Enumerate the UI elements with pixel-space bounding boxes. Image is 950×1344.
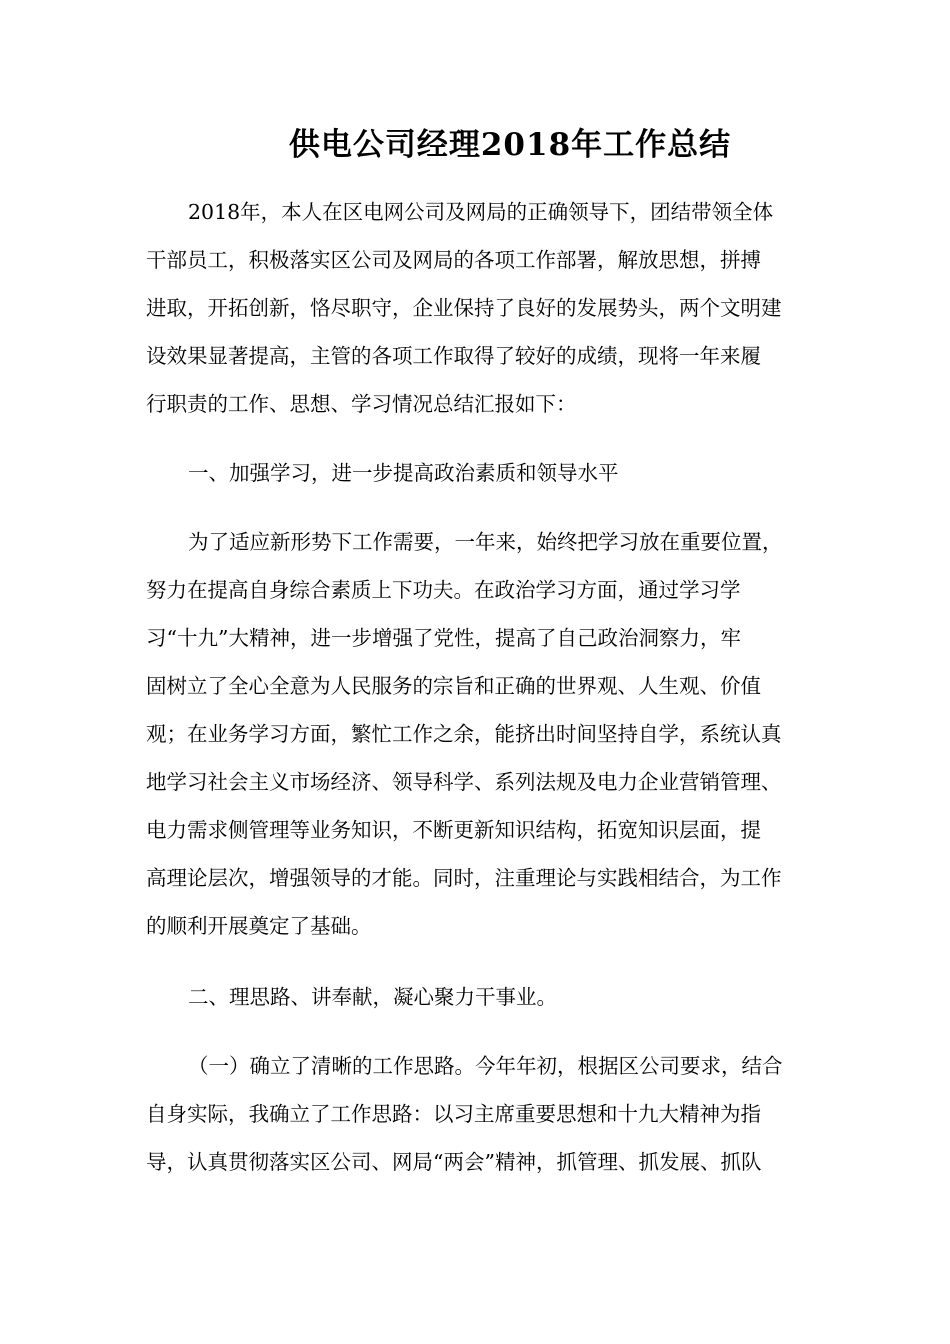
section1-line: 电力需求侧管理等业务知识，不断更新知识结构，拓宽知识层面，提: [146, 818, 761, 842]
section1-line: 地学习社会主义市场经济、领导科学、系列法规及电力企业营销管理、: [146, 770, 782, 794]
intro-line: 2018年，本人在区电网公司及网局的正确领导下，团结带领全体: [188, 200, 774, 224]
section-heading-2: 二、理思路、讲奉献，凝心聚力干事业。: [188, 985, 557, 1009]
section1-line: 努力在提高自身综合素质上下功夫。在政治学习方面，通过学习学: [146, 578, 741, 602]
intro-line: 行职责的工作、思想、学习情况总结汇报如下：: [146, 392, 577, 416]
page-title: 供电公司经理2018年工作总结: [288, 127, 732, 163]
section1-line: 为了适应新形势下工作需要，一年来，始终把学习放在重要位置，: [188, 530, 783, 554]
intro-line: 干部员工，积极落实区公司及网局的各项工作部署，解放思想，拼搏: [146, 248, 761, 272]
section2-line: 自身实际，我确立了工作思路：以习主席重要思想和十九大精神为指: [146, 1102, 761, 1126]
section1-line: 观；在业务学习方面，繁忙工作之余，能挤出时间坚持自学，系统认真: [146, 722, 782, 746]
intro-line: 进取，开拓创新，恪尽职守，企业保持了良好的发展势头，两个文明建: [146, 296, 782, 320]
section2-line: 导，认真贯彻落实区公司、网局“两会”精神，抓管理、抓发展、抓队: [146, 1150, 762, 1174]
intro-line: 设效果显著提高，主管的各项工作取得了较好的成绩，现将一年来履: [146, 344, 761, 368]
section1-line: 固树立了全心全意为人民服务的宗旨和正确的世界观、人生观、价值: [146, 674, 761, 698]
section1-line: 高理论层次，增强领导的才能。同时，注重理论与实践相结合，为工作: [146, 866, 782, 890]
section1-line: 的顺利开展奠定了基础。: [146, 914, 372, 938]
section-heading-1: 一、加强学习，进一步提高政治素质和领导水平: [188, 461, 619, 485]
section2-line: （一）确立了清晰的工作思路。今年年初，根据区公司要求，结合: [188, 1054, 783, 1078]
section1-line: 习“十九”大精神，进一步增强了党性，提高了自己政治洞察力，牢: [146, 626, 741, 650]
